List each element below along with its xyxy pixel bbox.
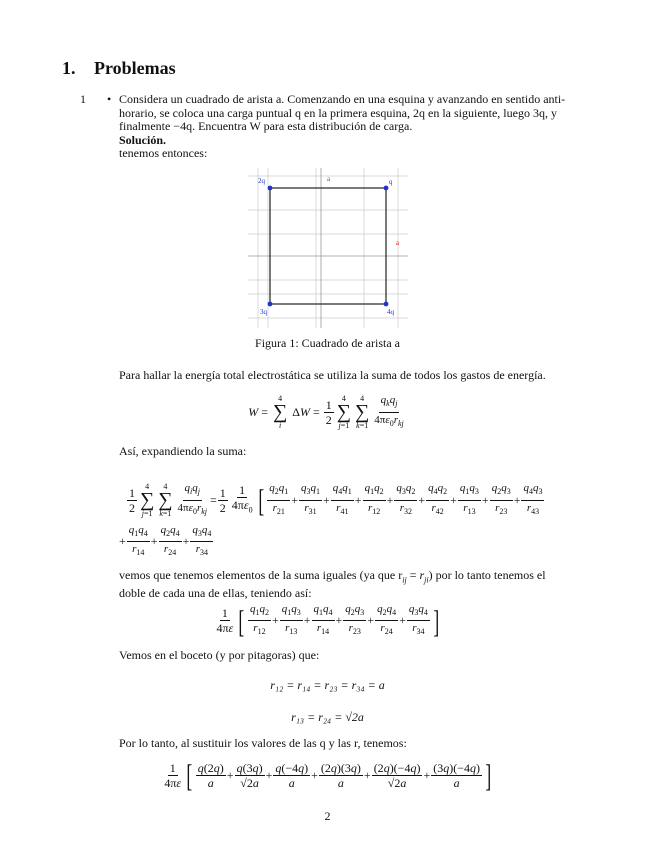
paragraph-1: Para hallar la energía total electrostática se utiliza la suma de todos los gastos de energía. (119, 368, 546, 382)
section-heading: 1. Problemas (62, 58, 176, 78)
page-number: 2 (324, 809, 331, 823)
label-4q: 4q (387, 308, 394, 316)
label-3q: 3q (260, 308, 267, 316)
paragraph-5: Por lo tanto, al sustituir los valores de las q y las r, tenemos: (119, 736, 407, 750)
square (270, 188, 386, 304)
figure-caption: Figura 1: Cuadrado de arista a (255, 336, 400, 350)
equation-expanded-cont: + $q_1q_4$ $r_{14}$ + $q_2q_4$ $r_{24}$ + $q_3q_4$ $r_{34}$ (119, 524, 212, 558)
label-a-top: a (327, 175, 331, 183)
charge-point-bl (268, 302, 273, 307)
square-figure (248, 168, 408, 328)
problem-line-3: finalmente −4q. Encuentra W para esta distribución de carga. (119, 119, 413, 134)
label-q: q (389, 178, 393, 186)
paragraph-3: vemos que tenemos elementos de la suma iguales (ya que $r_{ij} = r_{ji}$) por lo tanto tenemos el doble de cada una de ellas, teniendo así: (119, 568, 546, 600)
paragraph-2: Así, expandiendo la suma: (119, 444, 247, 458)
problem-number: 1 (80, 92, 86, 106)
equation-energy: W = 4 ∑ i Δ W = 1 2 4 ∑ j=1 4 ∑ k=1 $q_kq_j$ $4\pi\varepsilon_0r_{kj}$ (248, 394, 404, 430)
charge-point-tr (384, 186, 389, 191)
equation-sides: r₁₂ = r₁₄ = r₂₃ = r₃₄ = a (270, 678, 385, 692)
equation-expanded: 1 2 4 ∑ j=1 4 ∑ k=1 $q_iq_j$ $4\pi\varepsilon_0r_{kj}$ = 1 2 1 $4\pi\varepsilon_0$ [ $q_2q_1$ $r_{21}$ + $q_3q_1$ $r_{31}$ + $q_4q_1$ $r_{41}$ + $q_1q_2$ $r_{12}$ + $q_3q_2$ $r_{32}$ + $q_4q_2$ $r_{42}$ + $q_1q_3$ $r_{13}$ + $q_2q_3$ $r_{23}$ + $q_4q_3$ $r_{43}$ (129, 482, 543, 518)
solution-intro: tenemos entonces: (119, 146, 208, 161)
equation-halved: 1 4πε [ $q_1q_2$ $r_{12}$ + $q_1q_3$ $r_{13}$ + $q_1q_4$ $r_{14}$ + $q_2q_3$ $r_{23}$ + $q_2q_4$ $r_{24}$ + $q_3q_4$ $r_{34}$ ] (216, 602, 440, 639)
equation-substituted: 1 4πε [ q(2q) a + q(3q) √2a + q(−4q) a + (2q)(3q) a + (2q)(−4q) √2a + (3q)(−4q) a ] (164, 757, 492, 793)
bullet: • (107, 92, 112, 106)
charge-point-br (384, 302, 389, 307)
label-2q: 2q (258, 177, 265, 185)
charge-point-tl (268, 186, 273, 191)
problem-line-2: horario, se coloca una carga puntual q en la primera esquina, 2q en la siguiente, luego 3q, y (119, 105, 557, 120)
problem-line-1: Considera un cuadrado de arista a. Comenzando en una esquina y avanzando en sentido anti- (119, 92, 566, 106)
problem-statement (119, 93, 599, 161)
paragraph-4: Vemos en el boceto (y por pitagoras) que: (119, 648, 320, 662)
label-a-right: a (396, 239, 400, 247)
solution-label: Solución. (119, 132, 167, 147)
equation-diagonals: r₁₃ = r₂₄ = √2a (291, 710, 364, 724)
